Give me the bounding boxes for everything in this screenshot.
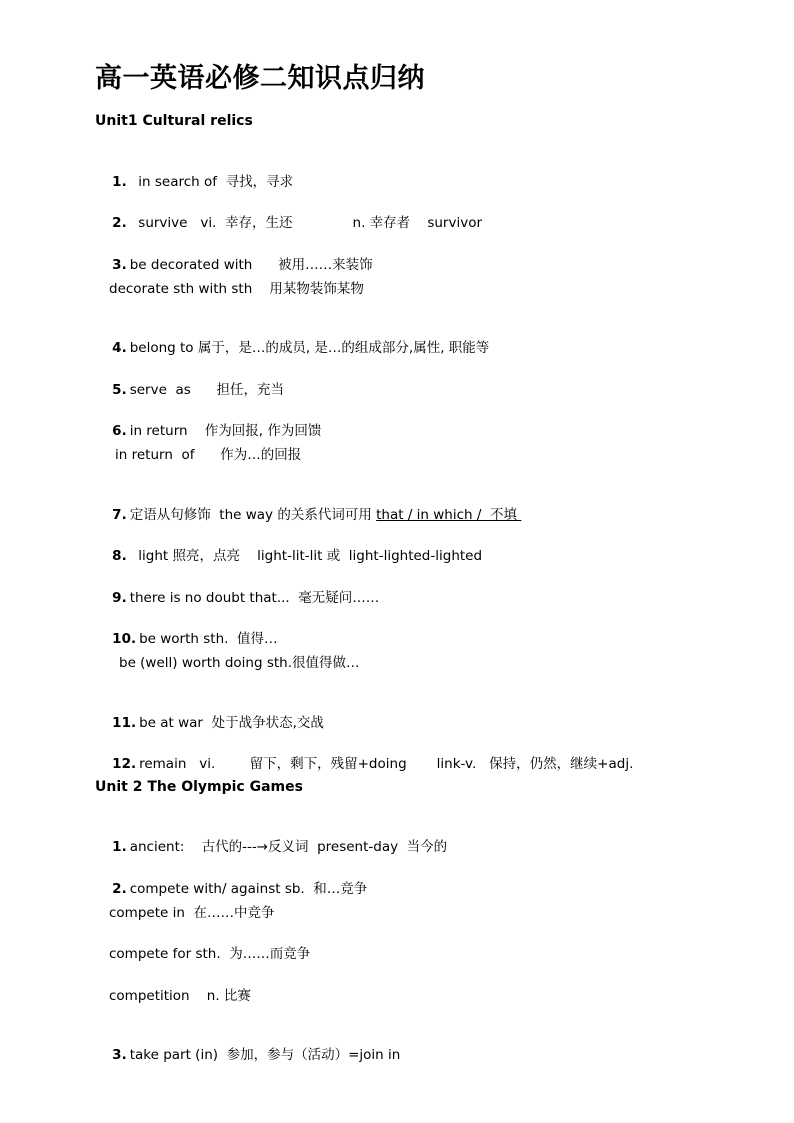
list-item (95, 1028, 400, 1082)
item-text: be decorated with 被用……来装饰 (129, 257, 373, 273)
item-text: take part (in) 参加，参与（活动）=join in (129, 1047, 401, 1063)
item-number: 2. (112, 881, 127, 897)
item-text: survive vi. 幸存，生还 n. 幸存者 survivor (129, 215, 483, 231)
item-text: remain vi. 留下，剩下，残留+doing link-v. 保持，仍然，继续+adj. (139, 756, 634, 772)
item-number: 11. (112, 715, 137, 731)
item-text: compete with/ against sb. 和…竞争 (129, 881, 368, 897)
item-number: 9. (112, 590, 127, 606)
list-subitem: competition n. 比赛 (109, 988, 251, 1004)
item-number: 2. (112, 215, 127, 231)
item-number: 3. (112, 257, 127, 273)
item-text: in return 作为回报, 作为回馈 (129, 423, 322, 439)
item-number: 1. (112, 174, 127, 190)
item-text: 定语从句修饰 the way 的关系代词可用 (129, 507, 377, 523)
list-subitem: be (well) worth doing sth.很值得做… (119, 655, 360, 671)
item-text: be at war 处于战争状态,交战 (139, 715, 324, 731)
item-text: in search of 寻找，寻求 (129, 174, 294, 190)
list-subitem: compete in 在……中竞争 (109, 905, 275, 921)
item-number: 6. (112, 423, 127, 439)
list-subitem: compete for sth. 为……而竞争 (109, 946, 311, 962)
item-number: 3. (112, 1047, 127, 1063)
underlined-answer: that / in which / 不填 (376, 507, 522, 523)
item-number: 7. (112, 507, 127, 523)
item-number: 10. (112, 631, 137, 647)
item-number: 1. (112, 839, 127, 855)
item-number: 8. (112, 548, 127, 564)
item-number: 12. (112, 756, 137, 772)
item-text: belong to 属于，是…的成员, 是…的组成部分,属性, 职能等 (129, 340, 490, 356)
list-subitem: decorate sth with sth 用某物装饰某物 (109, 281, 364, 297)
unit2-heading: Unit 2 The Olympic Games (95, 779, 303, 795)
item-text: there is no doubt that... 毫无疑问…… (129, 590, 380, 606)
item-number: 5. (112, 382, 127, 398)
item-number: 4. (112, 340, 127, 356)
item-text: ancient: 古代的---→反义词 present-day 当今的 (129, 839, 448, 855)
list-subitem: in return of 作为…的回报 (115, 447, 302, 463)
item-text: be worth sth. 值得… (139, 631, 278, 647)
item-text: light 照亮，点亮 light-lit-lit 或 light-lighted-lighted (129, 548, 483, 564)
page-title: 高一英语必修二知识点归纳 (95, 63, 425, 94)
item-text: serve as 担任，充当 (129, 382, 285, 398)
unit1-heading: Unit1 Cultural relics (95, 113, 253, 129)
